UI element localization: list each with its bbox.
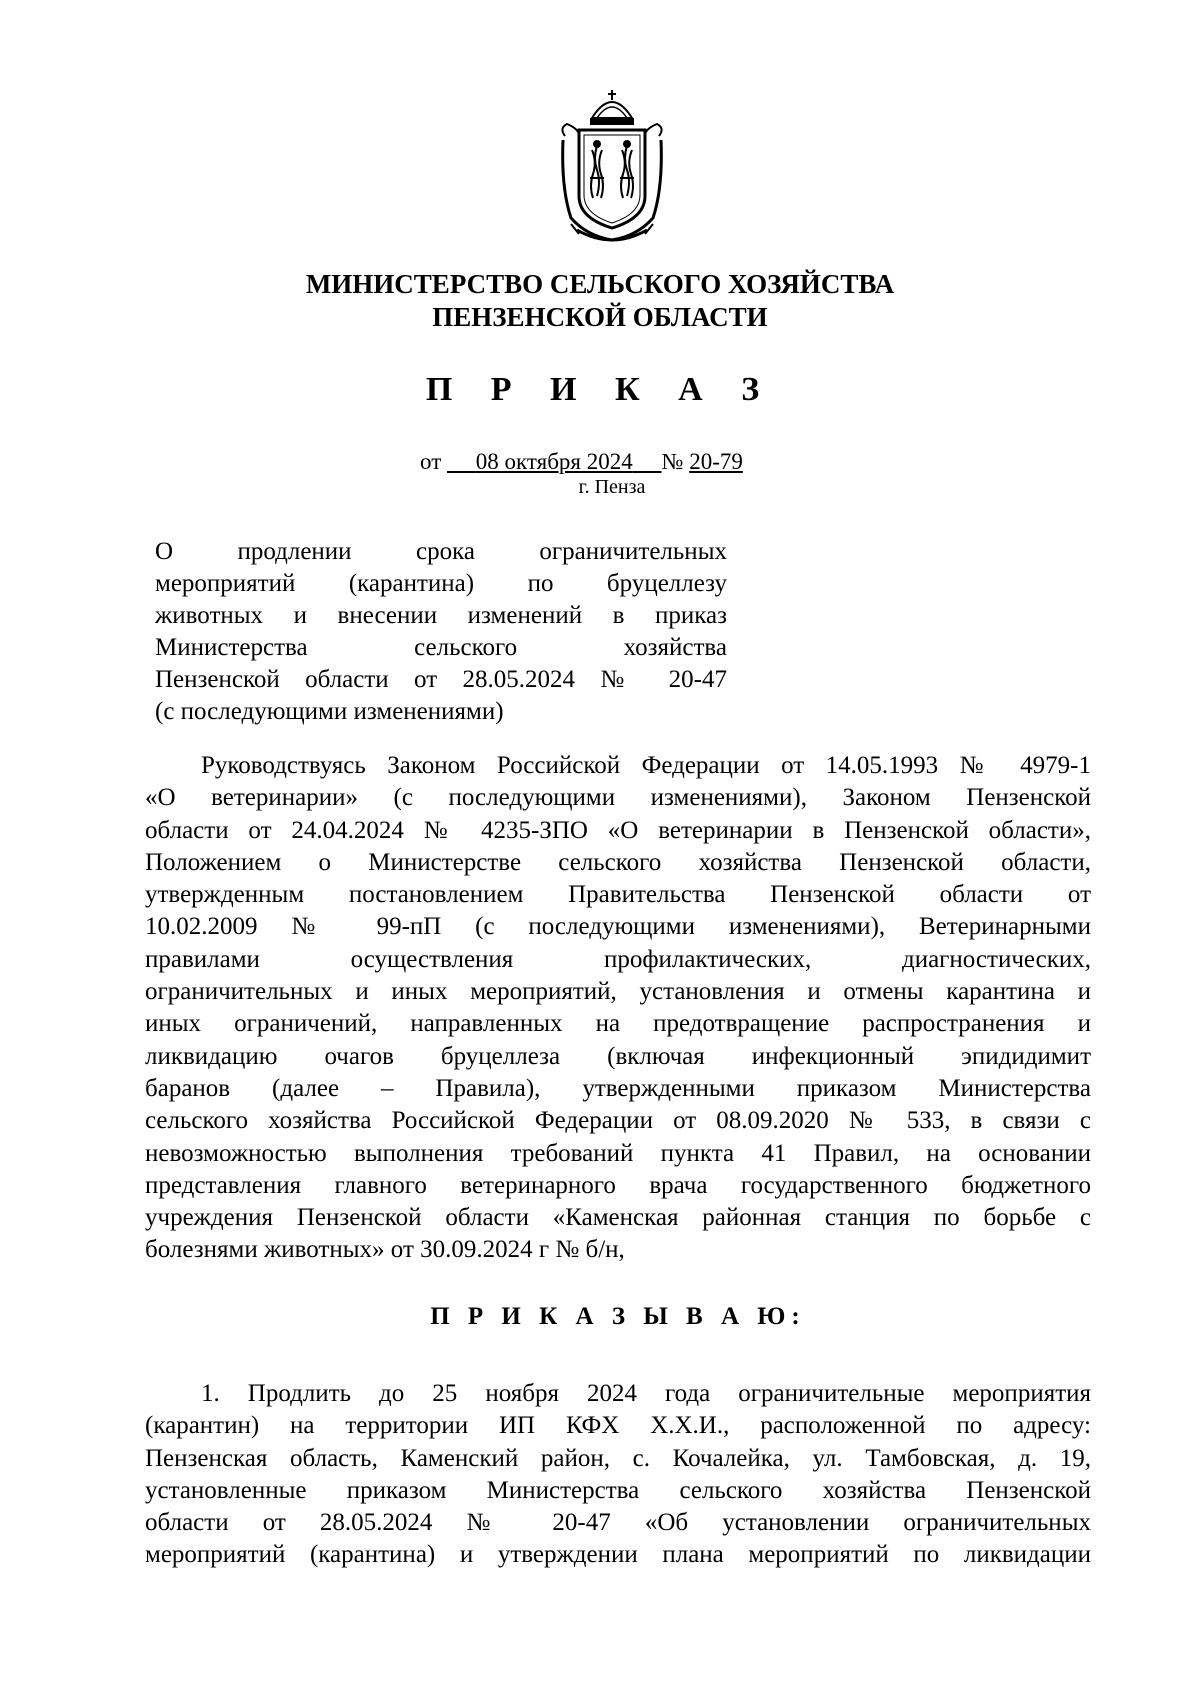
preamble-line: «О ветеринарии» (с последующими изменениями), Законом Пензенской [145,784,1091,812]
preamble-line: Руководствуясь Законом Российской Федерации от 14.05.1993 № 4979-1 [201,752,1091,779]
item-line: Пензенская область, Каменский район, с. Кочалейка, ул. Тамбовская, д. 19, [145,1444,1091,1472]
date-number-line [420,448,743,476]
ministry-name-line1: МИНИСТЕРСТВО СЕЛЬСКОГО ХОЗЯЙСТВА [305,269,895,299]
preamble-line: ограничительных и иных мероприятий, установления и отмены карантина и [145,978,1091,1006]
preamble-line: иных ограничений, направленных на предотвращение распространения и [145,1010,1091,1038]
ministry-name-line2: ПЕНЗЕНСКОЙ ОБЛАСТИ [432,302,768,332]
subject-line: Министерства сельского хозяйства [155,634,727,661]
subject-line: Пензенской области от 28.05.2024 № 20-47 [155,666,727,693]
preamble-line: сельского хозяйства Российской Федерации от 08.09.2020 № 533, в связи с [145,1107,1091,1135]
document-number: 20-79 [689,449,743,474]
item-line: области от 28.05.2024 № 20-47 «Об установлении ограничительных [145,1509,1091,1537]
date-prefix: от [420,449,442,474]
order-heading: П Р И К А З Ы В А Ю: [430,1303,806,1330]
subject-line: животных и внесении изменений в приказ [155,602,727,629]
preamble-line: 10.02.2009 № 99-пП (с последующими изменениями), Ветеринарными [145,913,1091,941]
preamble-line: ликвидацию очагов бруцеллеза (включая инфекционный эпидидимит [145,1042,1091,1070]
item-line: (карантин) на территории ИП КФХ Х.Х.И., расположенной по адресу: [145,1412,1091,1440]
preamble-line: правилами осуществления профилактических, диагностических, [145,945,1091,973]
preamble-line: невозможностью выполнения требований пункта 41 Правил, на основании [145,1139,1091,1167]
item-line: мероприятий (карантина) и утверждении плана мероприятий по ликвидации [145,1541,1091,1569]
coat-of-arms-emblem [557,88,667,248]
preamble-line: области от 24.04.2024 № 4235-ЗПО «О ветеринарии в Пензенской области», [145,816,1091,844]
document-city: г. Пенза [578,476,646,498]
document-type-title: П Р И К А З [425,371,775,408]
preamble-line: учреждения Пензенской области «Каменская районная станция по борьбе с [145,1204,1091,1232]
item-line: 1. Продлить до 25 ноября 2024 года ограничительные мероприятия [201,1380,1091,1407]
preamble-line: баранов (далее – Правила), утвержденными приказом Министерства [145,1074,1091,1102]
preamble-paragraph [145,750,1091,1267]
subject-line: мероприятий (карантина) по бруцеллезу [155,570,727,597]
preamble-line: болезнями животных» от 30.09.2024 г № б/н, [145,1236,625,1264]
subject-line: О продлении срока ограничительных [155,538,727,565]
preamble-line: Положением о Министерстве сельского хозяйства Пензенской области, [145,848,1091,876]
item-line: установленные приказом Министерства сельского хозяйства Пензенской [145,1476,1091,1504]
number-prefix: № [661,449,684,474]
document-subject [155,536,727,728]
order-item-1 [145,1378,1091,1572]
document-date: 08 октября 2024 [475,449,633,474]
subject-line: (с последующими изменениями) [155,698,504,725]
preamble-line: утвержденным постановлением Правительства Пензенской области от [145,881,1091,909]
preamble-line: представления главного ветеринарного врача государственного бюджетного [145,1171,1091,1199]
